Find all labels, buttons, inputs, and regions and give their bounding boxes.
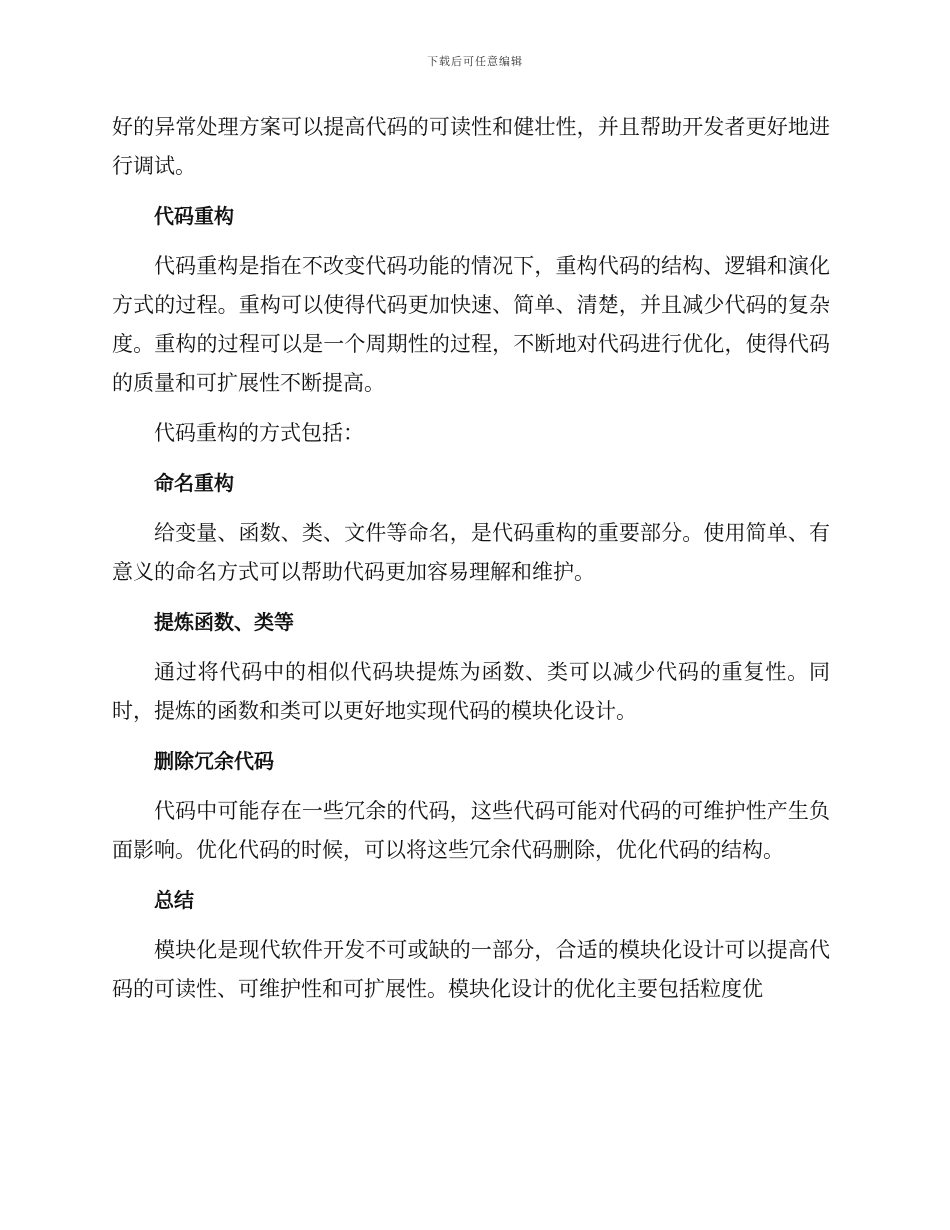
paragraph-refactoring-methods-intro: 代码重构的方式包括：	[154, 421, 364, 445]
section-heading-refactoring: 代码重构	[154, 204, 234, 228]
page-header: 下载后可任意编辑	[427, 55, 523, 68]
section-heading-remove-redundant: 删除冗余代码	[154, 749, 274, 773]
section-heading-extract: 提炼函数、类等	[154, 610, 294, 634]
paragraph-naming: 给变量、函数、类、文件等命名，是代码重构的重要部分。使用简单、有意义的命名方式可以帮助代码更加容易理解和维护。	[112, 521, 830, 584]
paragraph-refactoring-definition: 代码重构是指在不改变代码功能的情况下，重构代码的结构、逻辑和演化方式的过程。重构可以使得代码更加快速、简单、清楚，并且减少代码的复杂度。重构的过程可以是一个周期性的过程，不断地对代码进行优化，使得代码的质量和可扩展性不断提高。	[112, 254, 830, 395]
section-heading-naming: 命名重构	[154, 471, 234, 495]
paragraph-extract: 通过将代码中的相似代码块提炼为函数、类可以减少代码的重复性。同时，提炼的函数和类可以更好地实现代码的模块化设计。	[112, 660, 830, 723]
section-heading-summary: 总结	[154, 888, 194, 912]
paragraph-remove-redundant: 代码中可能存在一些冗余的代码，这些代码可能对代码的可维护性产生负面影响。优化代码的时候，可以将这些冗余代码删除，优化代码的结构。	[112, 799, 830, 862]
document-body	[112, 108, 830, 1020]
paragraph-exception-handling: 好的异常处理方案可以提高代码的可读性和健壮性，并且帮助开发者更好地进行调试。	[112, 115, 830, 178]
paragraph-summary: 模块化是现代软件开发不可或缺的一部分，合适的模块化设计可以提高代码的可读性、可维护性和可扩展性。模块化设计的优化主要包括粒度优	[112, 938, 830, 1001]
